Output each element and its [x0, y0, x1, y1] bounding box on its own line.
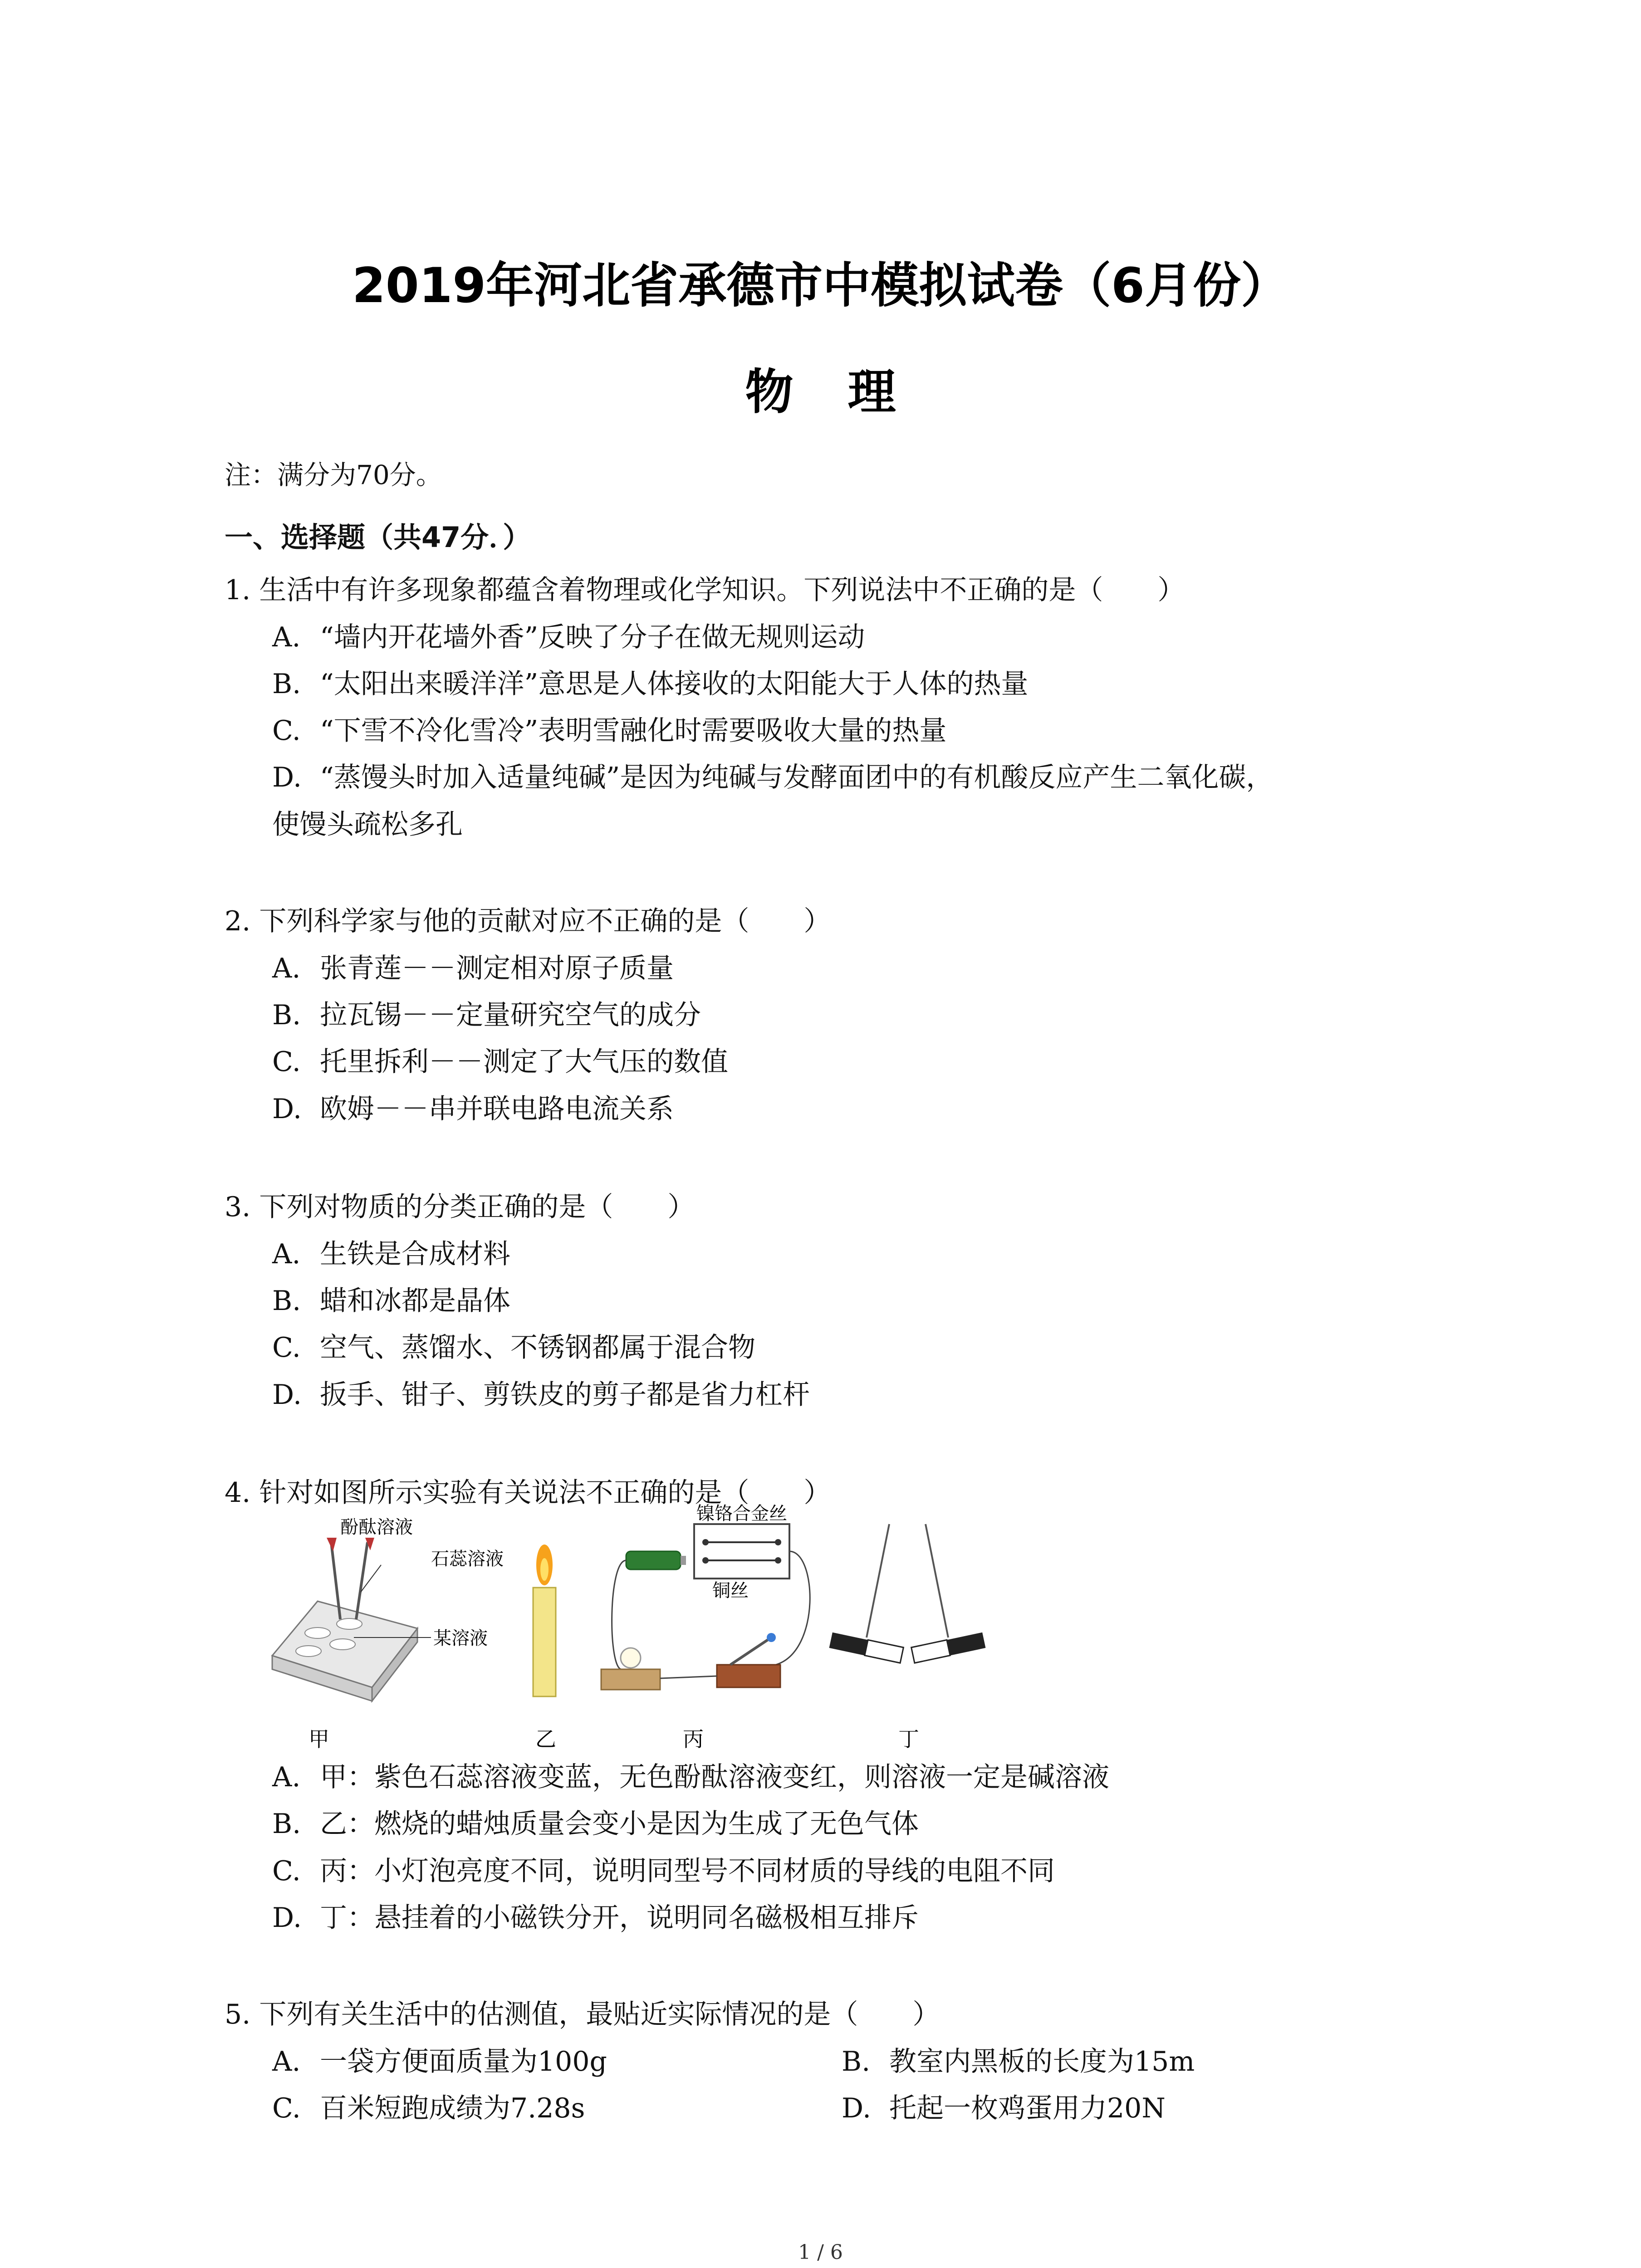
option-c: C. 百米短跑成绩为7.28s: [272, 2092, 585, 2124]
label-nichrome: 镍铬合金丝: [696, 1503, 787, 1524]
option-a: A. 甲：紫色石蕊溶液变蓝，无色酚酞溶液变红，则溶液一定是碱溶液: [272, 1761, 1109, 1793]
option-b: B. 蜡和冰都是晶体: [272, 1285, 510, 1317]
option-d-continued: 使馒头疏松多孔: [272, 809, 463, 841]
option-c: C. 空气、蒸馏水、不锈钢都属于混合物: [272, 1332, 755, 1364]
caption-yi: 乙: [535, 1727, 556, 1751]
question-stem: 1. 生活中有许多现象都蕴含着物理或化学知识。下列说法中不正确的是（ ）: [225, 574, 1185, 606]
subject-title: 物理: [745, 364, 950, 420]
option-b: B. 拉瓦锡－－定量研究空气的成分: [272, 999, 701, 1031]
option-d: D. 欧姆－－串并联电路电流关系: [272, 1093, 674, 1125]
candle-diagram: [533, 1545, 556, 1696]
circuit-diagram: [601, 1503, 810, 1690]
question-stem: 3. 下列对物质的分类正确的是（ ）: [225, 1191, 695, 1223]
option-a: A. 一袋方便面质量为100g: [272, 2046, 607, 2077]
option-b: B. 教室内黑板的长度为15m: [842, 2046, 1195, 2077]
option-a: A. 生铁是合成材料: [272, 1238, 510, 1270]
label-copper: 铜丝: [712, 1580, 749, 1601]
question-stem: 2. 下列科学家与他的贡献对应不正确的是（ ）: [225, 905, 831, 937]
spot-plate-diagram: [272, 1517, 504, 1701]
option-b: B. “太阳出来暖洋洋”意思是人体接收的太阳能大于人体的热量: [272, 668, 1029, 700]
option-c: C. 托里拆利－－测定了大气压的数值: [272, 1046, 728, 1078]
score-note: 注：满分为70分。: [225, 459, 442, 490]
magnets-diagram: [829, 1524, 986, 1663]
question-stem: 4. 针对如图所示实验有关说法不正确的是（ ）: [225, 1477, 831, 1509]
option-c: C. “下雪不冷化雪冷”表明雪融化时需要吸收大量的热量: [272, 715, 947, 747]
label-phenolphthalein: 酚酞溶液: [340, 1517, 413, 1538]
caption-ding: 丁: [898, 1727, 919, 1751]
label-litmus: 石蕊溶液: [431, 1549, 504, 1569]
experiment-figure: [263, 1503, 1016, 1751]
label-solution: 某溶液: [433, 1628, 488, 1649]
page-number: 1 / 6: [798, 2241, 843, 2264]
exam-title: 2019年河北省承德市中模拟试卷（6月份）: [352, 258, 1289, 313]
caption-bing: 丙: [683, 1727, 704, 1751]
option-a: A. 张青莲－－测定相对原子质量: [272, 953, 674, 984]
caption-jia: 甲: [309, 1727, 329, 1751]
option-b: B. 乙：燃烧的蜡烛质量会变小是因为生成了无色气体: [272, 1808, 919, 1840]
option-a: A. “墙内开花墙外香”反映了分子在做无规则运动: [272, 621, 865, 653]
option-d: D. 扳手、钳子、剪铁皮的剪子都是省力杠杆: [272, 1379, 810, 1411]
option-d: D. “蒸馒头时加入适量纯碱”是因为纯碱与发酵面团中的有机酸反应产生二氧化碳，: [272, 762, 1274, 793]
question-stem: 5. 下列有关生活中的估测值，最贴近实际情况的是（ ）: [225, 1999, 940, 2030]
option-d: D. 丁：悬挂着的小磁铁分开，说明同名磁极相互排斥: [272, 1902, 919, 1934]
option-d: D. 托起一枚鸡蛋用力20N: [842, 2092, 1166, 2124]
option-c: C. 丙：小灯泡亮度不同，说明同型号不同材质的导线的电阻不同: [272, 1855, 1055, 1887]
section-title: 一、选择题（共47分．）: [225, 521, 531, 554]
